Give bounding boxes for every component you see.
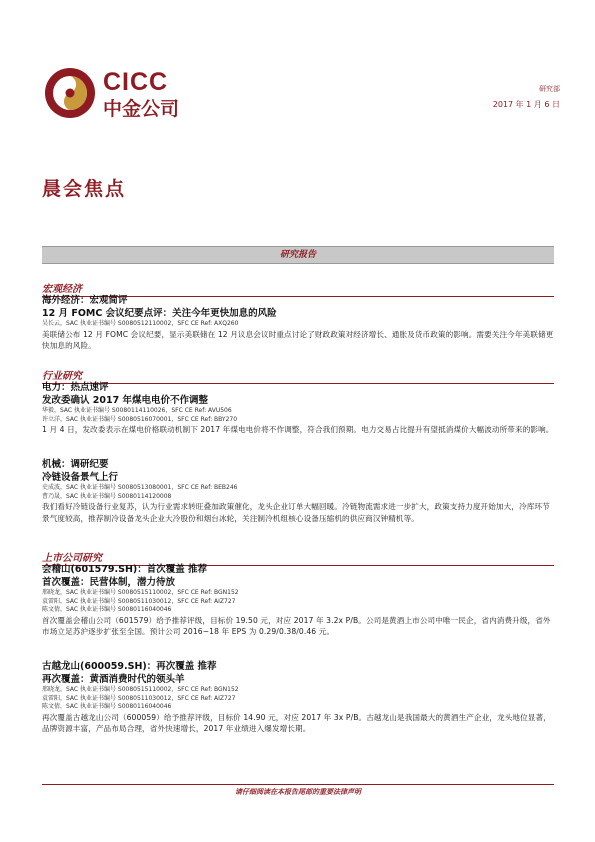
power-headline[interactable]: 发改委确认 2017 年煤电电价不作调整: [42, 395, 209, 406]
report-header: [40, 66, 560, 126]
guyuelongshan-author: 陈文倩，SAC 执业证书编号 S0080116040046: [42, 703, 172, 711]
page-title: 晨会焦点: [42, 178, 127, 200]
logo-text-en: CICC: [103, 68, 169, 96]
guyuelongshan-headline[interactable]: 再次覆盖：黄酒消费时代的领头羊: [42, 674, 185, 685]
power-subcategory: 电力：热点速评: [42, 382, 109, 393]
kuaijishan-subcategory: 会稽山(601579.SH)：首次覆盖 推荐: [42, 564, 208, 575]
macro-item: [42, 294, 554, 351]
power-item: [42, 381, 554, 436]
cicc-logo: [43, 66, 203, 126]
guyuelongshan-subcategory: 古越龙山(600059.SH)：再次覆盖 推荐: [42, 661, 217, 672]
macro-body: 美联储公布 12 月 FOMC 会议纪要，显示美联储在 12 月议息会议时重点讨论了财政政策对经济增长、通胀及货币政策的影响。需要关注今年美联储更快加息的风险。: [42, 329, 554, 350]
machinery-body: 我们看好冷链设备行业复苏，认为行业需求转旺叠加政策催化，龙头企业订单大幅回暖。冷链物流需求进一步扩大，政策支持力度开始加大，冷库环节景气度较高，推荐制冷设备龙头企业大冷股份和烟台冰轮，关注制冷机组核心设备压缩机的供应商汉钟精机等。: [42, 502, 550, 523]
category-industry: 行业研究: [42, 367, 554, 384]
guyuelongshan-author: 邢晓龙，SAC 执业证书编号 S0080515110002，SFC CE Ref: BGN152: [42, 686, 239, 693]
kuaijishan-headline[interactable]: 首次覆盖：民营体制，潜力待放: [42, 577, 176, 588]
report-date: 2017 年 1 月 6 日: [492, 100, 560, 109]
kuaijishan-author: 邢晓龙，SAC 执业证书编号 S0080515110002，SFC CE Ref: BGN152: [42, 589, 239, 596]
kuaijishan-author: 袁雷阳，SAC 执业证书编号 S0080511030012，SFC CE Ref: AIZ727: [42, 597, 236, 605]
kuaijishan-body: 首次覆盖会稽山公司（601579）给予推荐评级，目标价 19.50 元，对应 2017 年 3.2x P/B。公司是黄酒上市公司中唯一民企，省内消费升级，省外市场立足苏沪逐步扩张至全国。预计公司 2016~18 年 EPS 为 0.29/0.38/0.46 元。: [42, 615, 551, 637]
power-body: 1 月 4 日，发改委表示在煤电价格联动机制下 2017 年煤电电价将不作调整，符合我们预期。电力交易占比提升有望抵消煤价大幅波动所带来的影响。: [42, 425, 554, 435]
machinery-author: 曹乃晟，SAC 执业证书编号 S0080114120008: [42, 492, 172, 500]
power-author: 华毅，SAC 执业证书编号 S0080114110026，SFC CE Ref: AVU506: [42, 407, 232, 414]
legal-notice: 请仔细阅读在本报告尾部的重要法律声明: [235, 788, 361, 796]
guyuelongshan-body: 再次覆盖古越龙山公司（600059）给予推荐评级，目标价 14.90 元，对应 2017 年 3x P/B。古越龙山是我国最大的黄酒生产企业，龙头地位显著，品牌资源丰富，产品布局合理，省外快速增长，2017 年业绩进入爆发增长期。: [42, 712, 551, 734]
department-label: 研究部: [539, 85, 560, 93]
kuaijishan-item: [42, 563, 554, 638]
logo-text-cn: 中金公司: [103, 98, 180, 120]
machinery-author: 史成波，SAC 执业证书编号 S0080513080001，SFC CE Ref: BEB246: [42, 484, 238, 491]
machinery-item: [42, 458, 554, 524]
machinery-headline[interactable]: 冷链设备景气上行: [42, 472, 119, 483]
machinery-subcategory: 机械：调研纪要: [42, 459, 109, 470]
cicc-logo-icon: [43, 66, 97, 120]
legal-footer: [42, 784, 554, 796]
macro-subcategory: 海外经济：宏观简评: [42, 295, 128, 306]
guyuelongshan-item: [42, 660, 554, 735]
section-bar: [42, 246, 554, 264]
category-companies: 上市公司研究: [42, 549, 554, 566]
power-author: 许立洋，SAC 执业证书编号 S0080516070001，SFC CE Ref: BBY270: [42, 415, 238, 423]
section-label: 研究报告: [279, 250, 316, 260]
kuaijishan-author: 陈文倩，SAC 执业证书编号 S0080116040046: [42, 606, 172, 614]
macro-headline[interactable]: 12 月 FOMC 会议纪要点评：关注今年更快加息的风险: [42, 308, 277, 319]
macro-author: 吴长云，SAC 执业证书编号 S0080512110002，SFC CE Ref: AXQ260: [42, 320, 239, 327]
guyuelongshan-author: 袁雷阳，SAC 执业证书编号 S0080511030012，SFC CE Ref: AIZ727: [42, 694, 236, 702]
category-macro: 宏观经济: [42, 280, 554, 297]
